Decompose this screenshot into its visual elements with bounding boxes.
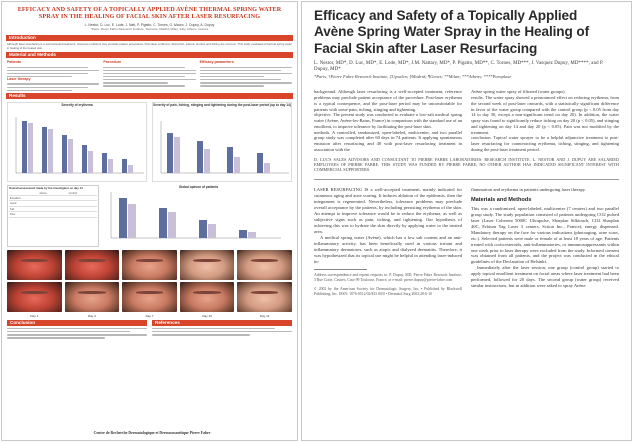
patient-photo[interactable]: [7, 250, 62, 280]
photo-caption: Day 10: [202, 314, 212, 319]
body-columns: [314, 187, 619, 296]
patient-photo[interactable]: [122, 282, 177, 312]
table-row: Excellent: [9, 196, 97, 201]
symptoms-chart: [152, 102, 292, 182]
photo-column-day1: [7, 250, 62, 318]
references-col: [152, 320, 292, 338]
photo-column-day3: [65, 250, 120, 318]
symptoms-bars: [153, 113, 293, 181]
body-paragraph: Immediately after the laser session, one group (control group) started to apply topical emollient treatment on facial areas where laser treatment had been performed, followed for 20 days. The second group (water group) received similar instructions, but in addition were asked to spray Avène: [471, 265, 619, 289]
section-band-introduction: [6, 35, 293, 41]
abstract-conclusion: conclusion. Topical water sprayer to be a helpful adjunctive treatment to post-laser resurfacing for counteracting erythema, itching, stinging, and tightening during the post-laser treatment period.: [471, 135, 619, 152]
poster-title: EFFICACY AND SAFETY OF A TOPICALLY APPLIED AVÈNE THERMAL SPRING WATER SPRAY IN THE HEALING OF FACIAL SKIN AFTER LASER RESURFACING: [17, 6, 282, 21]
section-heading-methods: Materials and Methods: [471, 197, 532, 204]
article-affiliation: *Paris, †Pierre Fabre Research Institute, ‡Upsalen; §Madrid; ¶Genes; **Milan; ***Athens; ****Paraplase: [314, 73, 512, 79]
subhead-laser: Laser therapy: [7, 77, 31, 82]
patient-photo[interactable]: [180, 250, 235, 280]
materials-col-3: [200, 60, 292, 91]
subhead-patients: Patients: [7, 60, 21, 65]
section-title: Conclusion: [10, 320, 36, 326]
photo-grid: [7, 250, 292, 318]
body-paragraph: flammation and erythema in patients undergoing laser therapy.: [471, 187, 586, 193]
photo-caption: Day 14: [259, 314, 270, 319]
patient-photo[interactable]: [65, 282, 120, 312]
table-header-row: Avène Control: [9, 191, 97, 196]
abstract-results: results. The water spray showed a pronounced effect on reducing erythema, from the second week of post-laser onwards, with a statistically significant difference in favor of the water group compared with the control group (p < 0.05 from day 14 to day 30, except a non-significant trend on day 20). In addition, the water spray was found to significantly reduce itching on day 20 (p < 0.05), and stinging and tightening on day 14 and day 20 (p < 0.05). Pain was not modified by the treatment.: [471, 95, 619, 135]
photo-caption: Day 1: [30, 314, 39, 319]
article-page[interactable]: [301, 1, 632, 441]
section-band-conclusion: [7, 320, 147, 326]
materials-col-1: [7, 60, 99, 91]
results-charts: [7, 102, 292, 182]
photo-column-day7: [122, 250, 177, 318]
symptoms-chart-title: Severity of pain, itching, stinging and tightening during the post-laser period (up to day 14): [153, 103, 291, 108]
correspondence-note: Address correspondence and reprint requests to: P. Dupuy, MD, Pierre Fabre Research Institute, 3 Rue Gotte, Castres, Case 99 Toulouse, France, or e-mail: pierre.dupuy@pierre-fabre.com: [314, 273, 462, 283]
intro-text: Although laser resurfacing is a well accepted treatment, reference problems may preclude patient acceptance. Post-laser erythema, discomfort, edema, pruritus and itching are common. This study evaluated a thermal spring water in healing of the treated skin.: [7, 42, 292, 50]
photo-caption: Day 7: [145, 314, 154, 319]
abstract-background: background. Although laser resurfacing is a well-accepted treatment, reference problems may preclude patient acceptance of the procedure. Post-laser erythema is a typical consequence, and the post-laser period may be uncomfortable for patients with some pain, itching, stinging and tightening.: [314, 89, 462, 112]
patient-photo[interactable]: [237, 250, 292, 280]
photo-column-day10: [180, 250, 235, 318]
article-authors: L. Nestor, MD*, D. Luc, MD*, E. Lode, MD*, J.M. Nattary, MD*, P. Pigatto, MD**, C. Tornes, MD***, J. Vasquez Dupuy, MD****, and P. Dupuy, MD*: [314, 61, 604, 73]
footnote-divider: [314, 269, 367, 270]
assessment-table: [7, 185, 99, 247]
patient-photo[interactable]: [122, 250, 177, 280]
divider: [314, 179, 619, 180]
patient-opinion-title: Global opinion of patients: [178, 185, 219, 190]
copyright-note: © 2002 by the American Society for Dermatologic Surgery, Inc. • Published by Blackwell Publishing, Inc. ISSN: 1076-0512/02/$15.00/0 • Dermatol Surg 2002;28:6-10: [314, 286, 462, 296]
poster-authors: L. Nestor, D. Luc, E. Lode, J. Natt, P. Pigatto, C. Tornes, G. Mauro, J. Dupuy, A. Dupuy: [84, 22, 215, 27]
title-line: Efficacy and Safety of a Topically Applied: [314, 8, 578, 23]
patient-photo[interactable]: [65, 250, 120, 280]
body-right: [471, 187, 619, 296]
erythema-bars: [8, 113, 148, 181]
erythema-chart: [7, 102, 147, 182]
section-title: Introduction: [9, 35, 36, 41]
title-line: Facial Skin after Laser Resurfacing: [314, 40, 538, 56]
conclusion-col: [7, 320, 147, 338]
abstract-methods: methods. A controlled, randomized, open-labeled, multicenter, and two parallel group study was completed after 60 days in 74 patients. It applying spontaneous emission after resurfacing and 40 with post-laser resurfacing treatment in association with the: [314, 129, 462, 152]
table-row: Poor: [9, 212, 97, 217]
section-band-references: [152, 320, 292, 326]
patient-opinion-bars: [105, 190, 285, 242]
abstract-left: [314, 89, 462, 152]
poster-footer: Centre de Recherche Dermatologique et Dermocosmétique Pierre Fabre: [93, 431, 211, 436]
photo-caption: Day 3: [87, 314, 96, 319]
body-paragraph: This was a randomized, open-labeled, multicenter (7 centers) and two parallel group study. The study population consisted of patients undergoing CO2 pulsed laser (Laser Coherent 5000C Ultrapulse, Sharplan Silktouch, CO2 Sharplan 40C, Erbium Yag Laser 3 centers, Sciton Inc., France), energy dispensed. Mandatory therapy on the face for various indications (photoaging, acne scars, etc.). Selected patients were male or female of at least 18 years of age. Patients treated with corticosteroids, anti-inflammatories, or immunosuppressants within one week prior to laser therapy were excluded from the study. Informed consent was obtained from all patients, and the project was conducted in the ethical guidelines of the Declaration of Helsinki.: [471, 205, 619, 265]
section-band-materials: [6, 52, 293, 58]
abstract-columns: [314, 89, 619, 152]
section-title: Material and Methods: [9, 52, 56, 58]
subhead-efficacy: Efficacy parameters: [199, 60, 234, 65]
poster-header: [2, 2, 297, 33]
patient-opinion-chart: [105, 185, 292, 247]
materials-col-2: [103, 60, 195, 91]
body-paragraph: A medical spring water (Avène), which has a low salt content and an anti-inflammatory activity, has been beneficially used in various irritant and inflammatory dermatoses, such as atopic and dialyzed dermatitis. Therefore, it was hypothesized that its topical use might be helpful in attending laser-induced in-: [314, 235, 462, 264]
patient-photo[interactable]: [237, 282, 292, 312]
results-table-row: [7, 185, 292, 247]
disclosure-note: D. LUC'S SALES ADVISORS AND CONSULTANT TO PIERRE FABRE LABORATORIES: RESEARCH INSTITUTE. L. NESTOR AND J. DUPUY ARE SALARIED EMPLOYEES OF PIERRE FABRE. THIS STUDY WAS FUNDED BY PIERRE FABRE; NO OTHER AUTHOR HAS INDICATED SIGNIFICANT INTEREST WITH COMMERCIAL SUPPORTERS.: [314, 156, 619, 173]
abstract-objective: objective. The present study was conducted to evaluate a low-salt medical spring water (Avène, Avène-les-Bains, France) in comparison with the standard use of an emollient, to improve tolerance by facilitating the post-laser skin.: [314, 112, 462, 129]
patient-photo[interactable]: [7, 282, 62, 312]
poster-affiliation: *Paris, Pierre Fabre Research Institute, Toulouse; Madrid; Milan, Italy; Athens, Greece: [90, 27, 209, 32]
table-row: Fair: [9, 207, 97, 212]
erythema-chart-title: Severity of erythema: [61, 103, 93, 108]
assessment-table-title: Overall assessment made by the investigator on day 14: [9, 186, 83, 191]
section-band-results: [6, 93, 293, 99]
photo-column-day14: [237, 250, 292, 318]
section-title: Results: [9, 93, 26, 99]
materials-columns: [7, 60, 292, 91]
conclusion-row: [7, 320, 292, 338]
poster-page[interactable]: [1, 1, 298, 441]
title-line: Avène Spring Water Spray in the Healing of: [314, 24, 590, 40]
patient-photo[interactable]: [180, 282, 235, 312]
section-title: References: [155, 320, 180, 326]
body-left: [314, 187, 462, 296]
table-row: Good: [9, 201, 97, 206]
article-title: [314, 8, 619, 57]
abstract-continued: Avène spring water spray of filtrated (water groups).: [471, 89, 566, 95]
subhead-procedure: Procedure: [103, 60, 122, 65]
abstract-right: [471, 89, 619, 152]
body-paragraph: LASER RESURFACING IS a well-accepted treatment, mainly indicated for cutaneous aging and acne scaring. It induces ablation of the epidermis, then the integument is regenerated. Nevertheless, tolerance problems may preclude overall acceptance by the patients, by including persisting erythema of the skin. An attempt to improve tolerance would be to reduce the erythema, as well as subjective signs such as pain, itching, and tightening. Our hypothesis of achieving this was to hydrate the skin directly by applying water to the treated area.: [314, 187, 462, 235]
